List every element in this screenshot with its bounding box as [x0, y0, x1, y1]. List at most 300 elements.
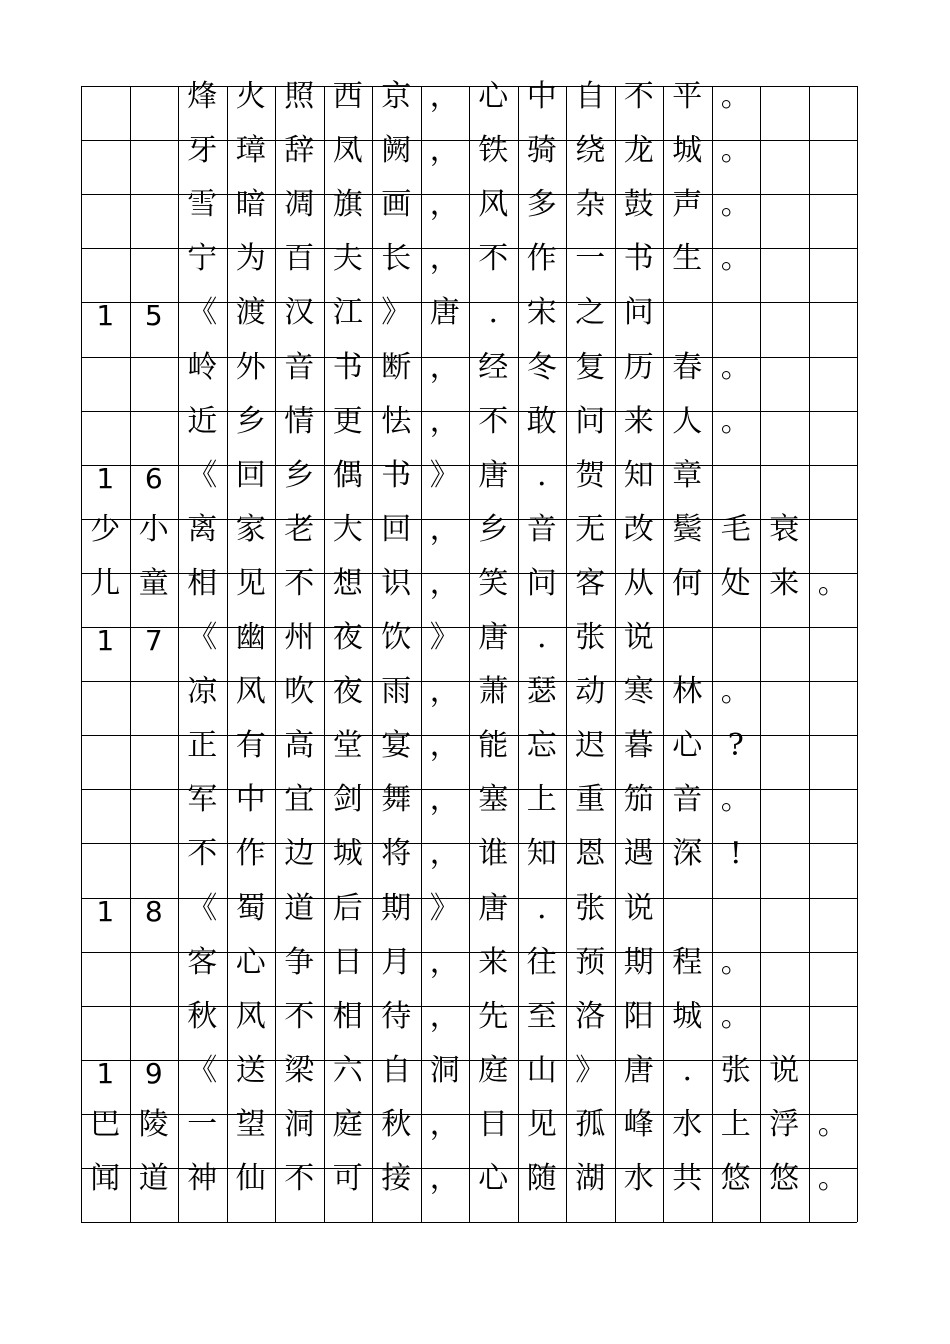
grid-cell: 知 — [526, 836, 557, 872]
grid-cell: 宋 — [526, 295, 557, 331]
grid-cell: 贺 — [575, 457, 606, 493]
grid-cell: 《 — [187, 295, 218, 331]
grid-cell: 辞 — [284, 133, 315, 169]
grid-cell: 鬓 — [672, 511, 703, 547]
grid-cell — [760, 244, 809, 298]
grid-cell: 重 — [575, 782, 606, 818]
grid-cell: . — [536, 620, 547, 655]
grid-row — [81, 836, 931, 893]
grid-cell: 高 — [284, 728, 315, 764]
grid-cell: 烽 — [187, 79, 218, 114]
grid-row — [81, 349, 931, 407]
grid-cell: 璋 — [235, 133, 266, 169]
grid-cell — [760, 839, 809, 893]
grid-cell: 经 — [478, 349, 509, 385]
grid-cell: ， — [429, 1106, 460, 1142]
grid-cell: 平 — [672, 79, 703, 114]
grid-cell: 8 — [144, 894, 163, 928]
grid-cell: 湖 — [575, 1161, 606, 1196]
grid-cell — [760, 1002, 809, 1056]
grid-cell: 客 — [575, 565, 606, 601]
grid-cell: 生 — [672, 241, 703, 277]
grid-row — [81, 890, 931, 948]
grid-cell: . — [536, 890, 547, 926]
grid-cell: 瑟 — [526, 674, 557, 710]
grid-cell: ， — [429, 565, 460, 601]
grid-cell: 1 — [96, 624, 115, 657]
grid-cell: 张 — [720, 1052, 751, 1088]
grid-cell: 5 — [144, 299, 163, 333]
grid-cell: 问 — [526, 565, 557, 601]
grid-cell: 不 — [284, 998, 315, 1034]
grid-cell: 凤 — [332, 133, 363, 169]
grid-cell — [130, 244, 179, 298]
grid-cell: 问 — [623, 295, 654, 331]
grid-cell — [130, 731, 179, 785]
grid-row — [81, 295, 931, 352]
grid-cell: 离 — [187, 511, 218, 547]
grid-cell — [809, 190, 858, 244]
grid-cell: 城 — [672, 998, 703, 1034]
grid-row — [81, 1161, 931, 1218]
grid-cell: 《 — [187, 890, 218, 926]
grid-cell: 浮 — [769, 1106, 800, 1142]
grid-cell: 风 — [235, 998, 266, 1034]
grid-cell — [760, 136, 809, 190]
grid-cell: ， — [429, 79, 460, 114]
grid-cell: 往 — [526, 944, 557, 980]
grid-cell: 饮 — [381, 620, 412, 655]
grid-cell: 夫 — [332, 241, 363, 277]
grid-cell: 林 — [672, 674, 703, 710]
grid-cell: 。 — [720, 241, 751, 277]
grid-cell — [760, 82, 809, 136]
grid-cell: 萧 — [478, 674, 509, 710]
grid-cell: 近 — [187, 403, 218, 439]
grid-cell: 一 — [575, 241, 606, 277]
grid-cell: 随 — [526, 1161, 557, 1196]
grid-cell: 不 — [284, 1161, 315, 1196]
grid-cell: 长 — [381, 241, 412, 277]
grid-cell: 道 — [284, 890, 315, 926]
grid-cell — [809, 82, 858, 136]
grid-cell: 深 — [672, 836, 703, 872]
grid-cell — [81, 1002, 130, 1056]
grid-cell: 鼓 — [623, 187, 654, 223]
grid-cell: 预 — [575, 944, 606, 980]
grid-cell: 来 — [769, 565, 800, 601]
grid-cell — [663, 894, 712, 948]
grid-cell — [712, 461, 761, 515]
grid-cell: 龙 — [623, 133, 654, 169]
grid-cell: 偶 — [332, 457, 363, 493]
grid-cell: 洛 — [575, 998, 606, 1034]
grid-cell: 不 — [478, 403, 509, 439]
grid-cell: 吹 — [284, 674, 315, 710]
grid-cell: 张 — [575, 620, 606, 655]
grid-cell — [712, 623, 761, 677]
grid-cell: 衰 — [769, 511, 800, 547]
grid-cell: 来 — [623, 403, 654, 439]
grid-cell — [130, 677, 179, 731]
grid-cell: 问 — [575, 403, 606, 439]
grid-cell: 老 — [284, 511, 315, 547]
grid-cell: 。 — [720, 349, 751, 385]
grid-cell: 秋 — [187, 998, 218, 1034]
grid-cell — [760, 461, 809, 515]
grid-cell: 。 — [817, 1106, 848, 1142]
grid-cell: 凉 — [187, 674, 218, 710]
grid-cell: 有 — [235, 728, 266, 764]
grid-cell — [663, 298, 712, 352]
grid-cell: 回 — [235, 457, 266, 493]
grid-cell: 幽 — [235, 620, 266, 655]
grid-cell: 》 — [381, 295, 412, 331]
grid-cell — [81, 839, 130, 893]
grid-row-line — [81, 1222, 857, 1223]
grid-cell: 宁 — [187, 241, 218, 277]
grid-cell: 书 — [623, 241, 654, 277]
grid-cell — [809, 353, 858, 407]
grid-cell: 音 — [284, 349, 315, 385]
grid-cell: 暮 — [623, 728, 654, 764]
grid-cell: 张 — [575, 890, 606, 926]
grid-row — [81, 511, 931, 569]
grid-cell: 动 — [575, 674, 606, 710]
grid-cell: 风 — [478, 187, 509, 223]
grid-cell: 忘 — [526, 728, 557, 764]
grid-cell — [809, 1056, 858, 1110]
grid-cell: 峰 — [623, 1106, 654, 1142]
grid-cell: . — [488, 295, 499, 331]
grid-cell — [81, 948, 130, 1002]
grid-cell: 阙 — [381, 133, 412, 169]
grid-cell: 相 — [332, 998, 363, 1034]
grid-cell: 边 — [284, 836, 315, 872]
grid-row — [81, 728, 931, 785]
grid-cell: 《 — [187, 1052, 218, 1088]
grid-cell: . — [536, 457, 547, 493]
grid-cell: 暗 — [235, 187, 266, 223]
grid-cell: 旗 — [332, 187, 363, 223]
grid-cell: 想 — [332, 565, 363, 601]
grid-cell: 》 — [429, 890, 460, 926]
grid-cell: 书 — [332, 349, 363, 385]
grid-cell — [760, 948, 809, 1002]
grid-cell: 上 — [526, 782, 557, 818]
grid-cell: 堂 — [332, 728, 363, 764]
grid-cell: 先 — [478, 998, 509, 1034]
grid-cell: 客 — [187, 944, 218, 980]
grid-cell: ， — [429, 782, 460, 818]
grid-cell: 洞 — [429, 1052, 460, 1088]
grid-cell: 接 — [381, 1161, 412, 1196]
grid-cell: 城 — [672, 133, 703, 169]
grid-cell: 见 — [235, 565, 266, 601]
grid-cell: 日 — [478, 1106, 509, 1142]
grid-cell: 期 — [623, 944, 654, 980]
grid-cell: 庭 — [332, 1106, 363, 1142]
grid-cell — [130, 353, 179, 407]
grid-cell — [81, 136, 130, 190]
grid-cell — [809, 839, 858, 893]
grid-cell: 塞 — [478, 782, 509, 818]
grid-cell: 渡 — [235, 295, 266, 331]
grid-cell: 寒 — [623, 674, 654, 710]
grid-cell: 童 — [138, 565, 169, 601]
grid-cell: 六 — [332, 1052, 363, 1088]
grid-cell: 州 — [284, 620, 315, 655]
grid-cell: 梁 — [284, 1052, 315, 1088]
grid-cell: 庭 — [478, 1052, 509, 1088]
grid-cell: 唐 — [623, 1052, 654, 1088]
grid-cell — [81, 731, 130, 785]
grid-cell: 敢 — [526, 403, 557, 439]
grid-cell — [130, 82, 179, 136]
grid-cell: 春 — [672, 349, 703, 385]
grid-cell: 谁 — [478, 836, 509, 872]
grid-cell: 正 — [187, 728, 218, 764]
grid-cell: 情 — [284, 403, 315, 439]
grid-cell — [809, 677, 858, 731]
grid-cell: 雪 — [187, 187, 218, 223]
grid-cell: 孤 — [575, 1106, 606, 1142]
grid-cell: 作 — [526, 241, 557, 277]
grid-cell: 绕 — [575, 133, 606, 169]
grid-cell: 夜 — [332, 620, 363, 655]
grid-cell: 一 — [187, 1106, 218, 1142]
grid-cell: ? — [727, 728, 744, 764]
grid-cell — [130, 948, 179, 1002]
grid-cell: 将 — [381, 836, 412, 872]
grid-cell: 舞 — [381, 782, 412, 818]
grid-cell: 水 — [623, 1161, 654, 1196]
grid-cell: 风 — [235, 674, 266, 710]
grid-cell: 唐 — [429, 295, 460, 331]
grid-cell: 处 — [720, 565, 751, 601]
grid-cell — [809, 948, 858, 1002]
grid-cell: 军 — [187, 782, 218, 818]
grid-cell — [81, 82, 130, 136]
grid-cell: 乡 — [478, 511, 509, 547]
grid-cell: 仙 — [235, 1161, 266, 1196]
grid-cell: 1 — [96, 1056, 115, 1090]
grid-cell — [760, 623, 809, 677]
grid-cell: 更 — [332, 403, 363, 439]
grid-cell: 1 — [96, 299, 115, 333]
grid-cell: 西 — [332, 79, 363, 114]
grid-cell: 《 — [187, 457, 218, 493]
grid-cell — [760, 894, 809, 948]
grid-cell: 恩 — [575, 836, 606, 872]
grid-row — [81, 782, 931, 839]
grid-cell: 程 — [672, 944, 703, 980]
grid-cell: 能 — [478, 728, 509, 764]
grid-cell — [130, 839, 179, 893]
grid-cell: 中 — [235, 782, 266, 818]
grid-cell — [809, 244, 858, 298]
grid-cell — [81, 407, 130, 461]
grid-cell: 笑 — [478, 565, 509, 601]
grid-cell: 相 — [187, 565, 218, 601]
grid-cell: 》 — [429, 620, 460, 655]
grid-row — [81, 133, 931, 190]
grid-cell: 共 — [672, 1161, 703, 1196]
grid-cell — [712, 298, 761, 352]
grid-cell: 洞 — [284, 1106, 315, 1142]
grid-cell: 见 — [526, 1106, 557, 1142]
grid-cell: 为 — [235, 241, 266, 277]
grid-cell: 多 — [526, 187, 557, 223]
grid-row — [81, 944, 931, 1002]
grid-cell: 冬 — [526, 349, 557, 385]
grid-cell: 汉 — [284, 295, 315, 331]
grid-cell: 乡 — [284, 457, 315, 493]
grid-cell — [81, 190, 130, 244]
grid-cell — [809, 407, 858, 461]
grid-cell: 断 — [381, 349, 412, 385]
grid-cell — [809, 515, 858, 569]
grid-cell: 历 — [623, 349, 654, 385]
grid-cell — [81, 353, 130, 407]
grid-cell — [809, 1002, 858, 1056]
grid-cell: 后 — [332, 890, 363, 926]
grid-cell: 。 — [720, 187, 751, 223]
grid-row — [81, 403, 931, 461]
grid-cell: 作 — [235, 836, 266, 872]
grid-cell: 夜 — [332, 674, 363, 710]
grid-cell: 秋 — [381, 1106, 412, 1142]
grid-cell: 神 — [187, 1161, 218, 1196]
grid-cell — [760, 731, 809, 785]
grid-cell: 。 — [720, 944, 751, 980]
grid-cell: 。 — [720, 133, 751, 169]
grid-cell: 改 — [623, 511, 654, 547]
grid-cell: 可 — [332, 1161, 363, 1196]
grid-cell: 心 — [235, 944, 266, 980]
grid-cell: 6 — [144, 461, 163, 495]
grid-cell: ， — [429, 674, 460, 710]
grid-cell: 百 — [284, 241, 315, 277]
grid-cell: 骑 — [526, 133, 557, 169]
grid-cell: ， — [429, 187, 460, 223]
grid-cell: 少 — [90, 511, 121, 547]
grid-cell: 上 — [720, 1106, 751, 1142]
grid-cell: 月 — [381, 944, 412, 980]
grid-cell: 悠 — [720, 1161, 751, 1196]
grid-cell: 无 — [575, 511, 606, 547]
grid-cell: 至 — [526, 998, 557, 1034]
grid-cell: 城 — [332, 836, 363, 872]
grid-cell: 火 — [235, 79, 266, 114]
grid-cell: 。 — [720, 403, 751, 439]
grid-cell — [130, 136, 179, 190]
grid-cell: 山 — [526, 1052, 557, 1088]
grid-cell: 自 — [381, 1052, 412, 1088]
grid-cell: ， — [429, 133, 460, 169]
grid-cell: 家 — [235, 511, 266, 547]
grid-cell: 来 — [478, 944, 509, 980]
grid-cell — [760, 407, 809, 461]
grid-cell: 何 — [672, 565, 703, 601]
grid-cell: 笳 — [623, 782, 654, 818]
grid-cell — [809, 461, 858, 515]
grid-cell: 小 — [138, 511, 169, 547]
grid-cell — [809, 785, 858, 839]
grid-cell: 大 — [332, 511, 363, 547]
grid-cell: 回 — [381, 511, 412, 547]
grid-row — [81, 241, 931, 298]
grid-row — [81, 674, 931, 731]
grid-cell: ， — [429, 944, 460, 980]
grid-cell: 期 — [381, 890, 412, 926]
grid-cell: 。 — [817, 1161, 848, 1196]
grid-cell: 闻 — [90, 1161, 121, 1196]
grid-cell: 杂 — [575, 187, 606, 223]
grid-cell: 。 — [720, 782, 751, 818]
grid-cell: 中 — [526, 79, 557, 114]
grid-cell: 1 — [96, 461, 115, 495]
grid-row — [81, 565, 931, 623]
grid-cell — [760, 298, 809, 352]
grid-cell: 知 — [623, 457, 654, 493]
grid-cell: 牙 — [187, 133, 218, 169]
grid-cell: 待 — [381, 998, 412, 1034]
grid-cell: 说 — [623, 890, 654, 926]
grid-cell: 望 — [235, 1106, 266, 1142]
grid-cell: 铁 — [478, 133, 509, 169]
grid-cell: 音 — [526, 511, 557, 547]
grid-cell: 宜 — [284, 782, 315, 818]
grid-cell: 说 — [769, 1052, 800, 1088]
grid-cell — [712, 894, 761, 948]
grid-cell: 蜀 — [235, 890, 266, 926]
grid-cell — [809, 298, 858, 352]
grid-cell: ， — [429, 349, 460, 385]
grid-cell: 章 — [672, 457, 703, 493]
grid-cell: 1 — [96, 894, 115, 928]
grid-cell: 书 — [381, 457, 412, 493]
grid-cell: 自 — [575, 79, 606, 114]
grid-cell — [760, 353, 809, 407]
grid-cell — [130, 1002, 179, 1056]
grid-cell — [760, 190, 809, 244]
grid-cell: 争 — [284, 944, 315, 980]
grid-cell: 送 — [235, 1052, 266, 1088]
grid-cell: ， — [429, 728, 460, 764]
grid-cell: 剑 — [332, 782, 363, 818]
grid-cell: ， — [429, 511, 460, 547]
grid-cell: 。 — [720, 674, 751, 710]
grid-cell: ， — [429, 241, 460, 277]
grid-cell: 宴 — [381, 728, 412, 764]
grid-cell — [809, 136, 858, 190]
grid-cell: 不 — [187, 836, 218, 872]
grid-row — [81, 620, 931, 677]
grid-cell: 。 — [720, 998, 751, 1034]
grid-cell — [130, 407, 179, 461]
grid-cell: 巴 — [90, 1106, 121, 1142]
grid-cell: 音 — [672, 782, 703, 818]
grid-cell: 凋 — [284, 187, 315, 223]
grid-cell: 阳 — [623, 998, 654, 1034]
grid-cell: 9 — [144, 1056, 163, 1090]
grid-cell: . — [682, 1052, 693, 1088]
grid-cell: ， — [429, 1161, 460, 1196]
grid-cell: 水 — [672, 1106, 703, 1142]
grid-cell: 道 — [138, 1161, 169, 1196]
grid-row — [81, 1106, 931, 1164]
